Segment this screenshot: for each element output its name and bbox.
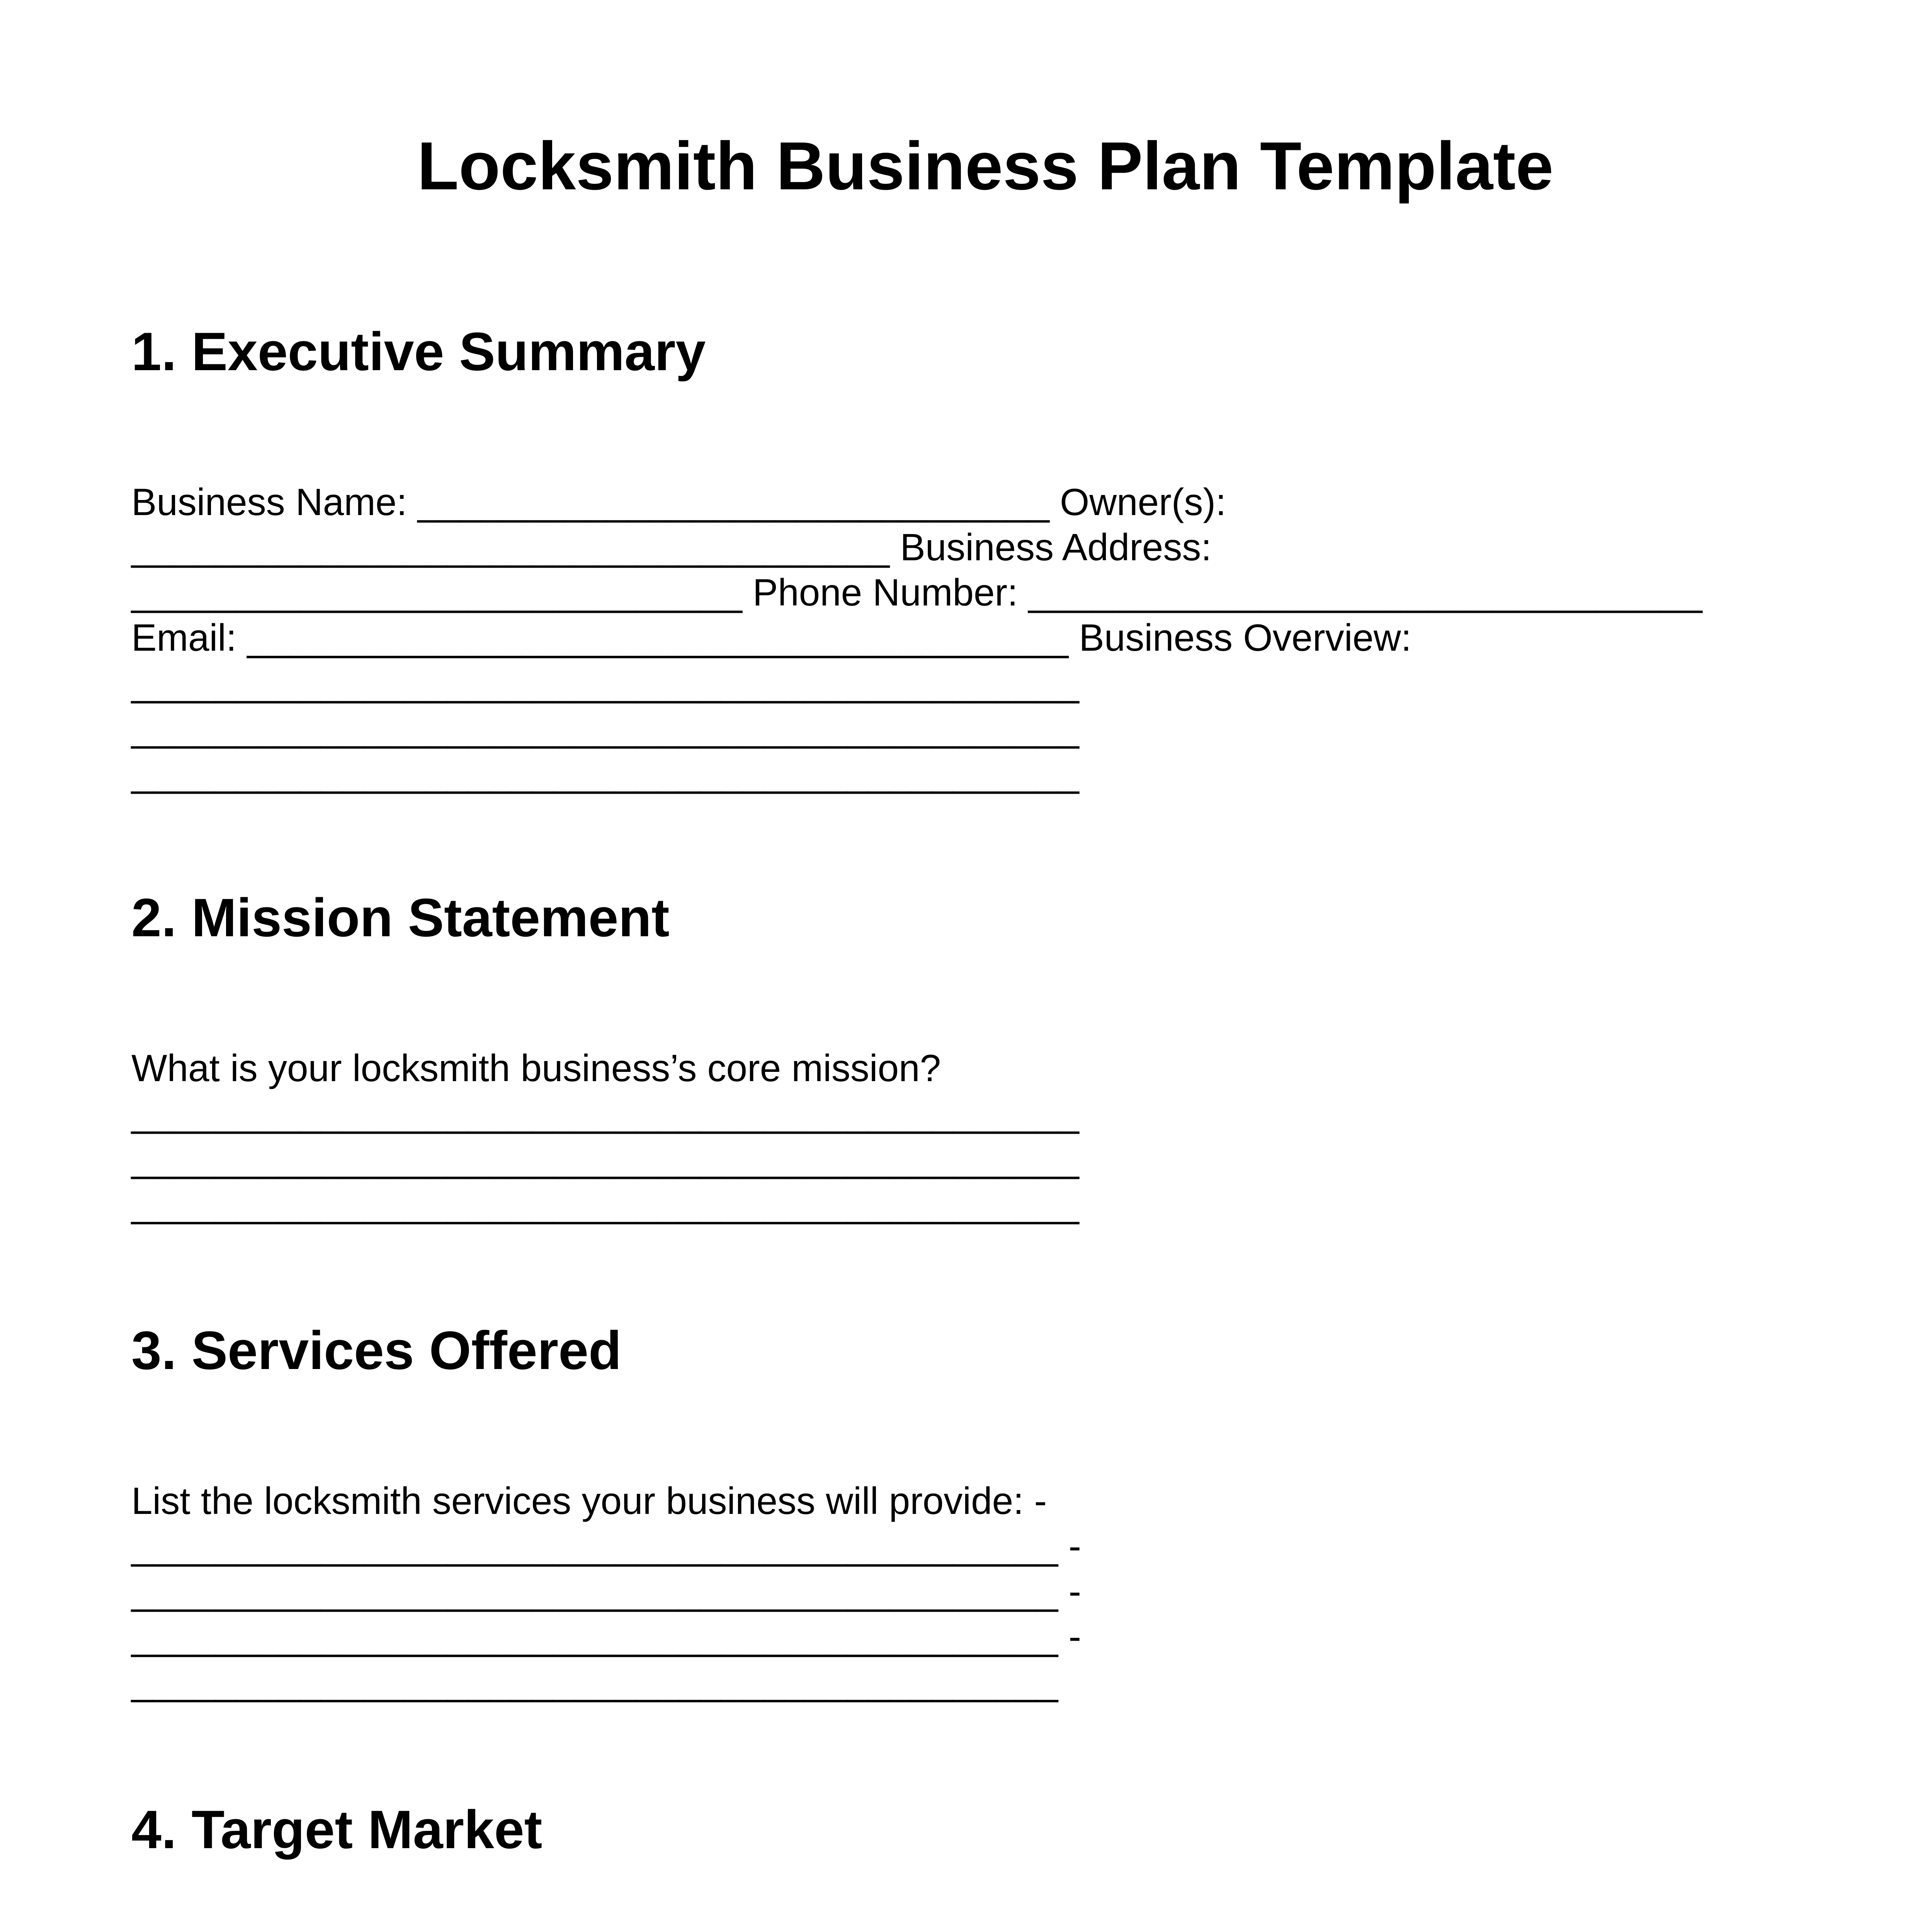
list-blank-line: ____________________________________________ -	[131, 1570, 1081, 1612]
document-title: Locksmith Business Plan Template	[417, 128, 1554, 204]
form-line: _____________________________ Phone Number: ________________________________	[131, 571, 1702, 614]
form-line: Business Name: ______________________________ Owner(s):	[131, 481, 1226, 523]
list-blank-line: ____________________________________________ -	[131, 1615, 1081, 1658]
blank-line: _____________________________________________	[131, 1137, 1079, 1180]
form-line: ____________________________________ Business Address:	[131, 526, 1212, 568]
blank-line: _____________________________________________	[131, 707, 1079, 749]
blank-line: _____________________________________________	[131, 752, 1079, 794]
form-line: Email: _______________________________________ Business Overview:	[131, 616, 1412, 659]
list-blank-line: ____________________________________________ -	[131, 1525, 1081, 1567]
section-heading: 4. Target Market	[131, 1799, 543, 1860]
blank-line: _____________________________________________	[131, 1182, 1079, 1225]
form-prompt: What is your locksmith business’s core mission?	[131, 1047, 941, 1089]
section-heading: 1. Executive Summary	[131, 321, 706, 382]
section-heading: 2. Mission Statement	[131, 887, 670, 948]
section-heading: 3. Services Offered	[131, 1320, 622, 1381]
blank-line: _____________________________________________	[131, 662, 1079, 704]
blank-line: _____________________________________________	[131, 1092, 1079, 1134]
list-blank-line: ____________________________________________	[131, 1660, 1058, 1703]
form-prompt: List the locksmith services your business will provide: -	[131, 1480, 1047, 1522]
